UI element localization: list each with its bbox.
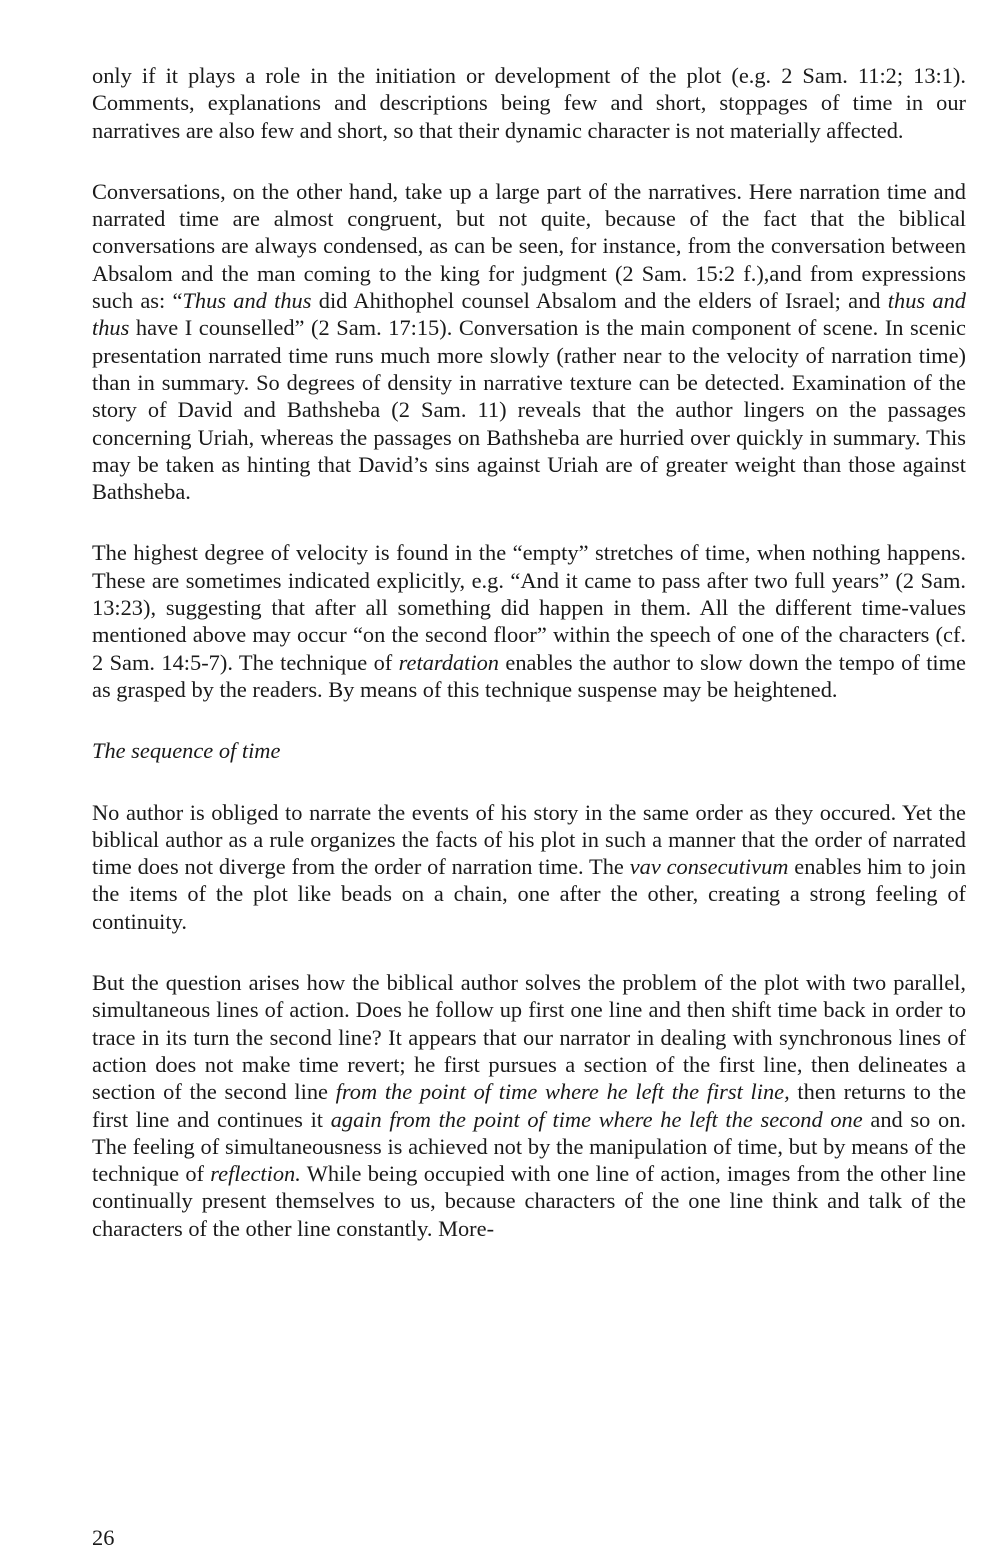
text-run: have I counselled” (2 Sam. 17:15). Conversation is the main component of scene. In scenic presentation narrated time runs much more slowly (rather near to the velocity of narration time) than in summary. So degrees of density in narrative texture can be detected. Examination of the story of David and Bathsheba (2 Sam. 11) reveals that the author lingers on the passages concerning Uriah, whereas the passages on Bathsheba are hurried over quickly in summary. This may be taken as hinting that David’s sins against Uriah are of greater weight than those against Bathsheba. xyxy=(92,315,966,505)
text-run: The highest degree of velocity is found in the “empty” stretches of time, when nothing happens. These are sometimes indicated explicitly, e.g. “And it came to pass after two full years” (2 Sam. 13:23), suggesting that after all something did happen in them. All the different time-values mentioned above may occur “on the second floor” within the speech of one of the characters (cf. 2 Sam. 14:5-7). The technique of xyxy=(92,540,966,675)
text-run: enables the author to slow down the tempo of time as grasped by the readers. By means of this technique suspense may be heightened. xyxy=(92,649,966,702)
body-paragraph xyxy=(92,969,966,1242)
paragraph-gap xyxy=(92,144,966,178)
paragraph-gap xyxy=(92,703,966,737)
text-run: did Ahithophel counsel Absalom and the elders of Israel; and xyxy=(311,288,888,314)
italic-phrase: reflection. xyxy=(210,1161,301,1187)
text-run: and so on. The feeling of simultaneousness is achieved not by the manipulation of time, but by means of the technique of xyxy=(92,1106,967,1187)
paragraph-gap xyxy=(92,935,966,969)
body-paragraph xyxy=(92,62,966,144)
italic-phrase: thus and thus xyxy=(92,288,966,341)
italic-phrase: Thus and thus xyxy=(182,288,312,314)
page-number: 26 xyxy=(92,1525,115,1550)
text-run: No author is obliged to narrate the events of his story in the same order as they occured. Yet the biblical author as a rule organizes the facts of his plot in such a manner that the order of narrated time does not diverge from the order of narration time. The xyxy=(92,799,966,880)
paragraph-gap xyxy=(92,765,966,799)
text-run: Conversations, on the other hand, take up a large part of the narratives. Here narration time and narrated time are almost congruent, but not quite, because of the fact that the biblical conversations are always condensed, as can be seen, for instance, from the conversation between Absalom and the man coming to the king for judgment (2 Sam. 15:2 f.),and from expressions such as: “ xyxy=(92,178,966,314)
text-run: then returns to the first line and continues it xyxy=(92,1079,967,1132)
italic-phrase: again from the point of time where he left the second one xyxy=(330,1106,863,1132)
section-heading: The sequence of time xyxy=(92,738,281,764)
body-paragraph xyxy=(92,178,966,506)
italic-phrase: vav consecutivum xyxy=(629,854,789,880)
text-run: only if it plays a role in the initiation or development of the plot (e.g. 2 Sam. 11:2; 13:1). Comments, explanations and descriptions being few and short, stoppages of time in our narratives are also few and short, so that their dynamic character is not materially affected. xyxy=(92,63,966,143)
body-text-before-heading xyxy=(92,62,966,703)
page-body xyxy=(92,62,966,1242)
body-paragraph xyxy=(92,799,966,935)
paragraph-gap xyxy=(92,505,966,539)
body-paragraph xyxy=(92,539,966,703)
body-text-after-heading xyxy=(92,799,966,1242)
italic-phrase: from the point of time where he left the first line, xyxy=(335,1079,790,1105)
text-run: enables him to join the items of the plot like beads on a chain, one after the other, creating a strong feeling of continuity. xyxy=(92,854,966,934)
text-run: While being occupied with one line of action, images from the other line continually present themselves to us, because characters of the one line think and talk of the characters of the other line constantly. More- xyxy=(92,1161,966,1241)
italic-phrase: retardation xyxy=(398,649,499,675)
text-run: But the question arises how the biblical author solves the problem of the plot with two parallel, simultaneous lines of action. Does he follow up first one line and then shift time back in order to trace in its turn the second line? It appears that our narrator in dealing with synchronous lines of action does not make time revert; he first pursues a section of the first line, then delineates a section of the second line xyxy=(92,970,966,1105)
